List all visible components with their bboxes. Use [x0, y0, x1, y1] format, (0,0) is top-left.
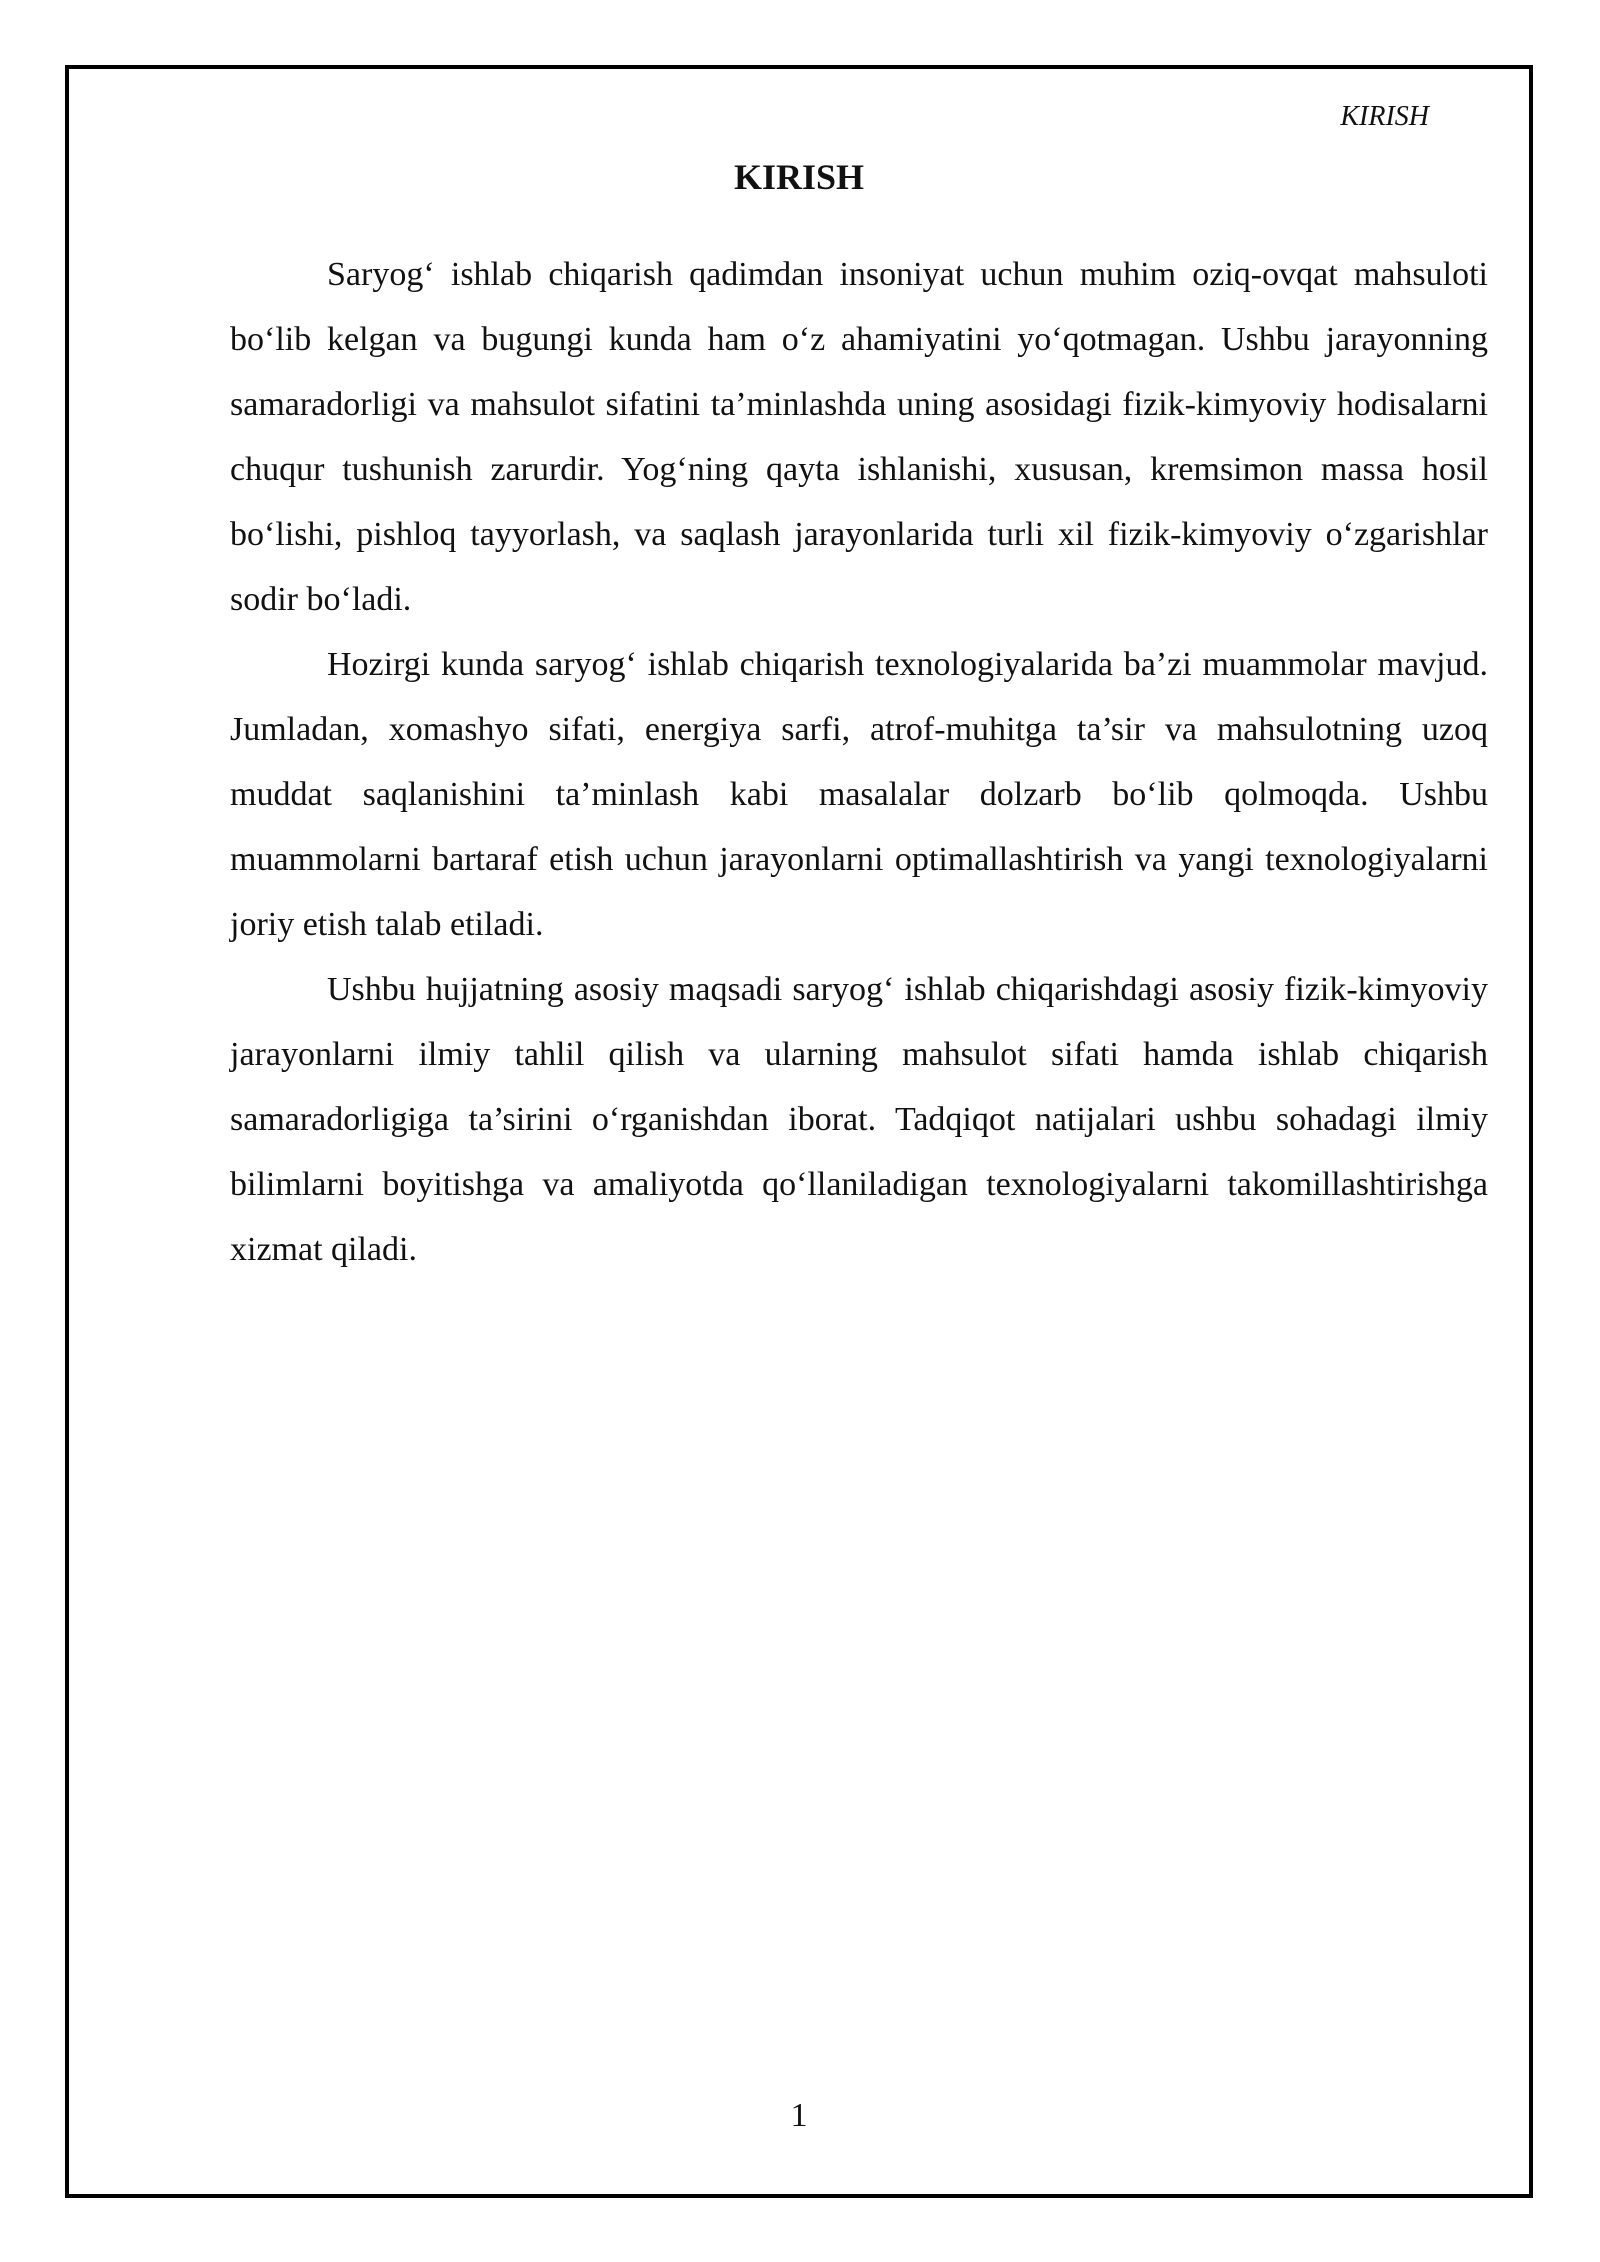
- running-header: KIRISH: [1340, 101, 1429, 132]
- paragraph-3: Ushbu hujjatning asosiy maqsadi saryog‘ ishlab chiqarishdagi asosiy fizik-kimyoviy jarayonlarni ilmiy tahlil qilish va ularning mahsulot sifati hamda ishlab chiqarish samaradorligiga ta’sirini o‘rganishdan iborat. Tadqiqot natijalari ushbu sohadagi ilmiy bilimlarni boyitishga va amaliyotda qo‘llaniladigan texnologiyalarni takomillashtirishga xizmat qiladi.: [230, 971, 1488, 1268]
- page-title: KIRISH: [733, 157, 865, 197]
- body-text: [230, 242, 1488, 1282]
- paragraph-2: Hozirgi kunda saryog‘ ishlab chiqarish texnologiyalarida ba’zi muammolar mavjud. Jumladan, xomashyo sifati, energiya sarfi, atrof-muhitga ta’sir va mahsulotning uzoq muddat saqlanishini ta’minlash kabi masalalar dolzarb bo‘lib qolmoqda. Ushbu muammolarni bartaraf etish uchun jarayonlarni optimallashtirish va yangi texnologiyalarni joriy etish talab etiladi.: [230, 646, 1488, 943]
- page-border: [65, 65, 1533, 2198]
- page-number: 1: [790, 2097, 808, 2134]
- paragraph-1: Saryog‘ ishlab chiqarish qadimdan insoniyat uchun muhim oziq-ovqat mahsuloti bo‘lib kelgan va bugungi kunda ham o‘z ahamiyatini yo‘qotmagan. Ushbu jarayonning samaradorligi va mahsulot sifatini ta’minlashda uning asosidagi fizik-kimyoviy hodisalarni chuqur tushunish zarurdir. Yog‘ning qayta ishlanishi, xususan, kremsimon massa hosil bo‘lishi, pishloq tayyorlash, va saqlash jarayonlarida turli xil fizik-kimyoviy o‘zgarishlar sodir bo‘ladi.: [230, 256, 1488, 618]
